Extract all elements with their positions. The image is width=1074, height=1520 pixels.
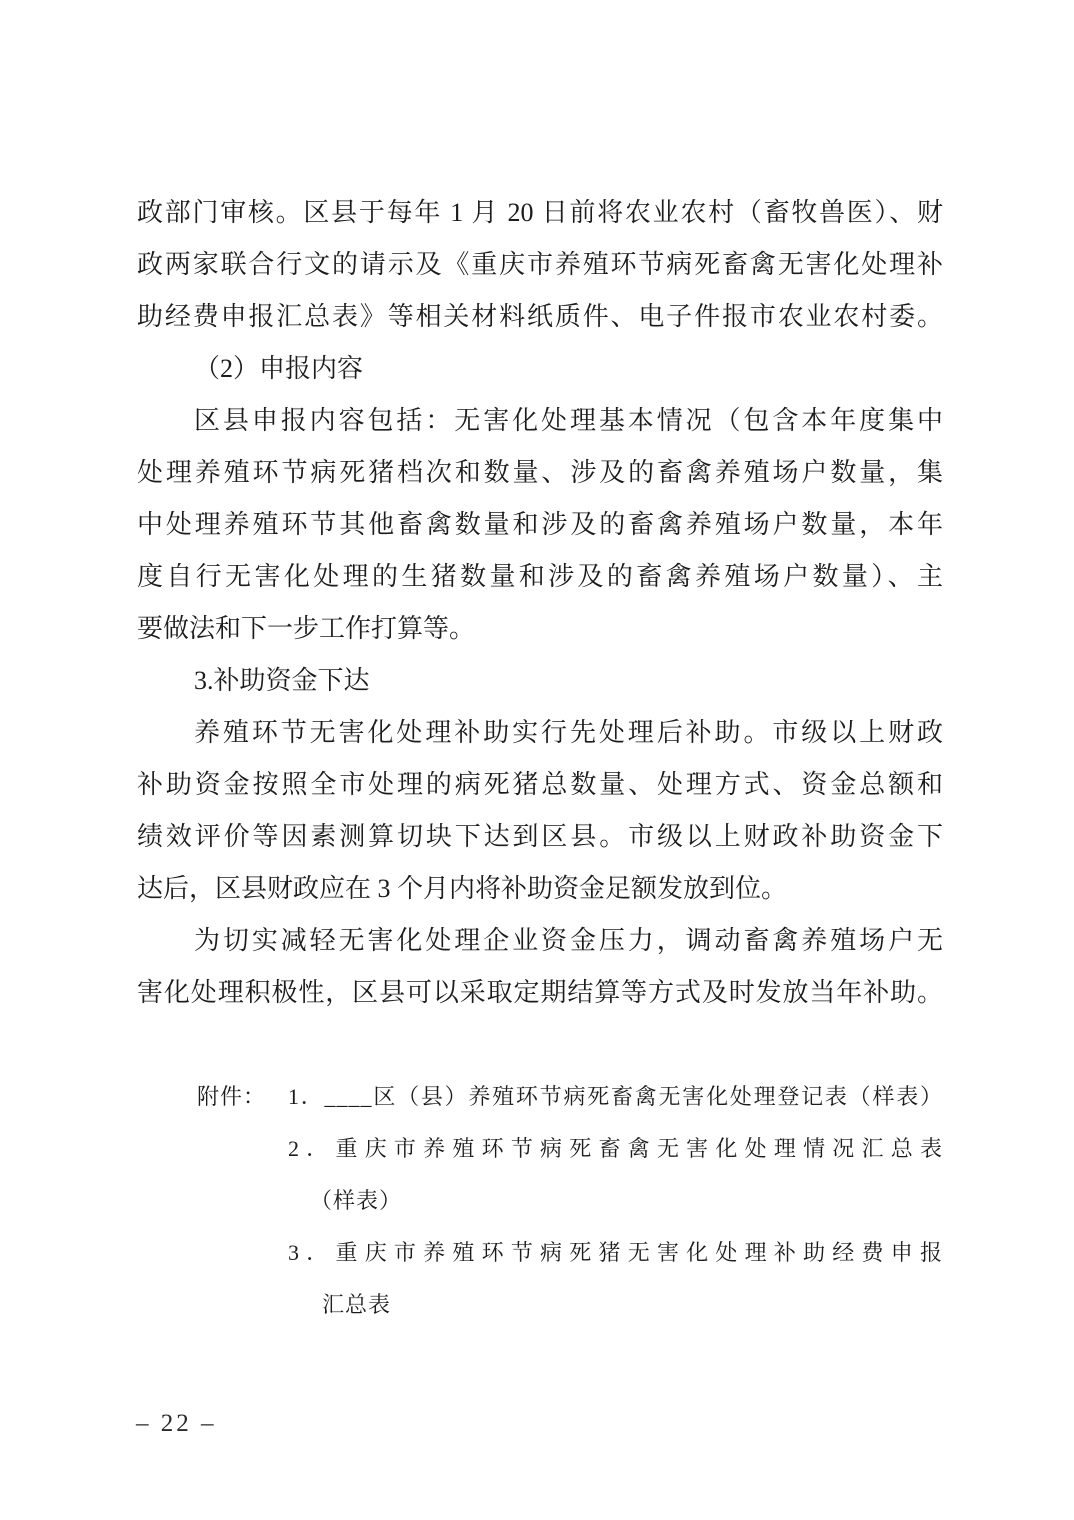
body-line: 中处理养殖环节其他畜禽数量和涉及的畜禽养殖场户数量，本年 bbox=[137, 510, 943, 539]
page-number: – 22 – bbox=[136, 1410, 217, 1437]
body-line: 达后，区县财政应在 3 个月内将补助资金足额发放到位。 bbox=[137, 874, 788, 903]
section-heading: 3.补助资金下达 bbox=[194, 666, 370, 695]
body-line: 要做法和下一步工作打算等。 bbox=[137, 614, 476, 643]
attachment-line: 汇总表 bbox=[322, 1292, 392, 1317]
attachment-line: （样表） bbox=[310, 1188, 403, 1213]
body-line: 为切实减轻无害化处理企业资金压力，调动畜禽养殖场户无 bbox=[194, 926, 943, 955]
body-line: 绩效评价等因素测算切块下达到区县。市级以上财政补助资金下 bbox=[137, 822, 943, 851]
body-line: 害化处理积极性，区县可以采取定期结算等方式及时发放当年补助。 bbox=[137, 978, 943, 1007]
blank-line bbox=[137, 1019, 943, 1071]
attachment-line: 3．重庆市养殖环节病死猪无害化处理补助经费申报 bbox=[288, 1240, 943, 1265]
attachment-line: 1．____区（县）养殖环节病死畜禽无害化处理登记表（样表） bbox=[288, 1084, 943, 1109]
body-line: 政部门审核。区县于每年 1 月 20 日前将农业农村（畜牧兽医）、财 bbox=[137, 198, 943, 227]
text-block bbox=[137, 187, 943, 1331]
body-line: 区县申报内容包括：无害化处理基本情况（包含本年度集中 bbox=[194, 406, 943, 435]
attachments-list bbox=[288, 1071, 943, 1331]
section-heading: （2）申报内容 bbox=[194, 354, 364, 383]
attachment-line: 2．重庆市养殖环节病死畜禽无害化处理情况汇总表 bbox=[288, 1136, 943, 1161]
body-line: 度自行无害化处理的生猪数量和涉及的畜禽养殖场户数量）、主 bbox=[137, 562, 943, 591]
attachment-item bbox=[288, 1071, 943, 1123]
body-line: 补助资金按照全市处理的病死猪总数量、处理方式、资金总额和 bbox=[137, 770, 943, 799]
body-line: 助经费申报汇总表》等相关材料纸质件、电子件报市农业农村委。 bbox=[137, 302, 943, 331]
attachments-block bbox=[137, 1071, 943, 1331]
attachments-label: 附件： bbox=[197, 1084, 267, 1109]
body-line: 政两家联合行文的请示及《重庆市养殖环节病死畜禽无害化处理补 bbox=[137, 250, 943, 279]
attachment-item bbox=[288, 1123, 943, 1227]
body-line: 处理养殖环节病死猪档次和数量、涉及的畜禽养殖场户数量，集 bbox=[137, 458, 943, 487]
body-line: 养殖环节无害化处理补助实行先处理后补助。市级以上财政 bbox=[194, 718, 943, 747]
attachment-item bbox=[288, 1227, 943, 1331]
